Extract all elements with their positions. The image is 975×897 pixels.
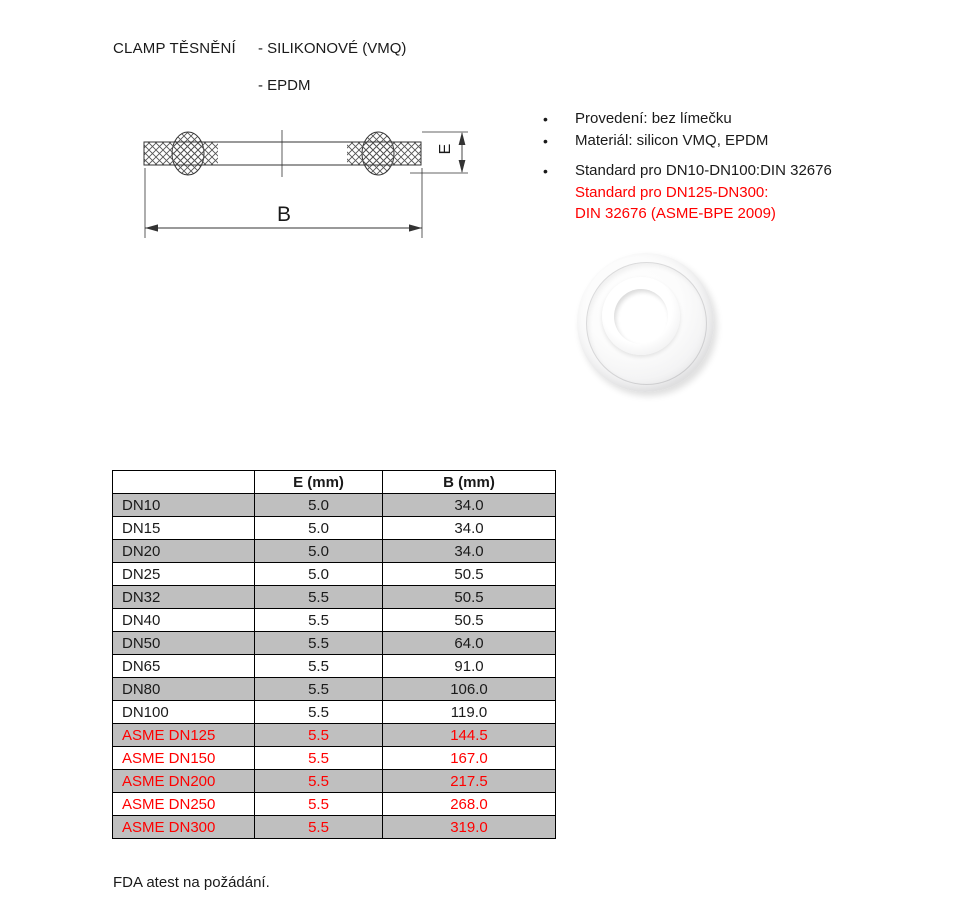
cell-size: DN25 — [113, 563, 255, 586]
b-arrow-right — [409, 224, 422, 231]
cell-e: 5.0 — [255, 494, 383, 517]
header-b-mm: B (mm) — [383, 471, 556, 494]
cell-b: 50.5 — [383, 609, 556, 632]
table-row — [113, 678, 556, 701]
dim-label-b: B — [276, 203, 292, 226]
gasket-cross-section-drawing — [128, 108, 480, 250]
cell-size: ASME DN125 — [113, 724, 255, 747]
cell-b: 34.0 — [383, 494, 556, 517]
cell-b: 217.5 — [383, 770, 556, 793]
table-row — [113, 494, 556, 517]
table-row — [113, 586, 556, 609]
spec-item-material — [543, 130, 953, 152]
gasket-section-right — [347, 142, 421, 165]
cell-b: 144.5 — [383, 724, 556, 747]
table-row — [113, 609, 556, 632]
cell-e: 5.5 — [255, 632, 383, 655]
cell-b: 50.5 — [383, 563, 556, 586]
dim-label-e: E — [437, 143, 454, 155]
header-e-mm: E (mm) — [255, 471, 383, 494]
cell-b: 91.0 — [383, 655, 556, 678]
bullet-icon: • — [543, 133, 548, 149]
table-row-asme — [113, 724, 556, 747]
spec-text-provedeni: Provedení: bez límečku — [575, 110, 732, 127]
cell-e: 5.5 — [255, 793, 383, 816]
cell-size: DN65 — [113, 655, 255, 678]
bullet-icon: • — [543, 163, 548, 179]
spec-text-standard-asme-1: Standard pro DN125-DN300: — [575, 184, 769, 201]
cell-e: 5.0 — [255, 563, 383, 586]
e-arrow-up — [459, 132, 466, 145]
table-row — [113, 701, 556, 724]
spec-text-material: Materiál: silicon VMQ, EPDM — [575, 132, 769, 149]
cell-e: 5.0 — [255, 540, 383, 563]
cell-size: ASME DN200 — [113, 770, 255, 793]
table-row-asme — [113, 793, 556, 816]
cell-size: DN40 — [113, 609, 255, 632]
gasket-section-left — [144, 142, 218, 165]
spec-item-provedeni — [543, 108, 953, 130]
cell-b: 106.0 — [383, 678, 556, 701]
cell-b: 34.0 — [383, 517, 556, 540]
spec-list — [543, 108, 953, 224]
cell-e: 5.5 — [255, 724, 383, 747]
cell-b: 319.0 — [383, 816, 556, 839]
dimension-table — [112, 470, 556, 839]
b-arrow-left — [145, 224, 158, 231]
cell-e: 5.5 — [255, 609, 383, 632]
table-row-asme — [113, 770, 556, 793]
gasket-product-photo — [577, 253, 714, 392]
cell-b: 64.0 — [383, 632, 556, 655]
title-variant-silicone: - SILIKONOVÉ (VMQ) — [258, 40, 407, 57]
cell-e: 5.5 — [255, 655, 383, 678]
cell-e: 5.5 — [255, 816, 383, 839]
table-row-asme — [113, 747, 556, 770]
spec-text-standard-asme-2: DIN 32676 (ASME-BPE 2009) — [575, 205, 776, 222]
table-row — [113, 655, 556, 678]
cell-size: DN32 — [113, 586, 255, 609]
bullet-icon: • — [543, 111, 548, 127]
gasket-bore-hole — [614, 289, 668, 344]
cell-e: 5.5 — [255, 678, 383, 701]
table-header-row — [113, 471, 556, 494]
header-size — [113, 471, 255, 494]
cell-b: 119.0 — [383, 701, 556, 724]
cell-e: 5.5 — [255, 770, 383, 793]
cell-size: DN80 — [113, 678, 255, 701]
table-row-asme — [113, 816, 556, 839]
cell-size: ASME DN300 — [113, 816, 255, 839]
cell-size: DN100 — [113, 701, 255, 724]
cell-e: 5.5 — [255, 586, 383, 609]
spec-item-standard — [543, 160, 953, 182]
cell-size: ASME DN150 — [113, 747, 255, 770]
cell-size: DN15 — [113, 517, 255, 540]
cell-b: 50.5 — [383, 586, 556, 609]
title-variant-epdm: - EPDM — [258, 77, 311, 94]
table-row — [113, 563, 556, 586]
e-arrow-down — [459, 160, 466, 173]
table-row — [113, 540, 556, 563]
spec-text-standard: Standard pro DN10-DN100:DIN 32676 — [575, 162, 832, 179]
fda-note: FDA atest na požádání. — [113, 874, 270, 891]
cell-e: 5.5 — [255, 747, 383, 770]
cell-size: DN50 — [113, 632, 255, 655]
cell-b: 268.0 — [383, 793, 556, 816]
cell-e: 5.0 — [255, 517, 383, 540]
page-title: CLAMP TĚSNĚNÍ — [113, 40, 236, 57]
cell-size: DN20 — [113, 540, 255, 563]
cell-size: ASME DN250 — [113, 793, 255, 816]
table-row — [113, 632, 556, 655]
cell-size: DN10 — [113, 494, 255, 517]
table-row — [113, 517, 556, 540]
cell-e: 5.5 — [255, 701, 383, 724]
cell-b: 34.0 — [383, 540, 556, 563]
cell-b: 167.0 — [383, 747, 556, 770]
